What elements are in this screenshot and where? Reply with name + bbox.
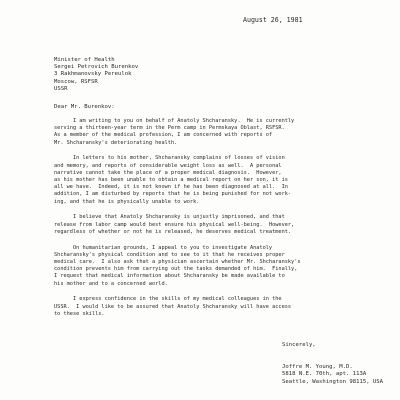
body-line: serving a thirteen-year term in the Perm camp in Permskaya Oblast, RSFSR. (54, 125, 285, 132)
recipient-line: Sergei Petrovich Burenkov (54, 64, 139, 71)
body-line: as his mother has been unable to obtain a medical report on her son, it is (54, 177, 288, 184)
salutation: Dear Mr. Burenkov: (54, 104, 115, 110)
body-line: and memory, and reports of considerable weight loss as well. A personal (54, 162, 282, 169)
signature-line: Joffre M. Young, M.D. (282, 364, 353, 370)
body-line: his mother and to a concerned world. (54, 280, 168, 287)
body-line: regardless of whether or not he is released, he deserves medical treatment. (54, 228, 292, 235)
body-line: I am writing to you on behalf of Anatoly Shcharansky. He is currently (54, 118, 295, 124)
body-line: I express confidence in the skills of my medical colleagues in the (54, 296, 282, 303)
body-paragraph (54, 118, 400, 147)
body-line: Mr. Shcharansky's deteriorating health. (54, 139, 178, 146)
body-line: condition prevents him from carrying out the tasks demanded of him. Finally, (54, 266, 298, 273)
letter-body (54, 118, 400, 327)
body-line: On humanitarian grounds, I appeal to you to investigate Anatoly (54, 244, 273, 251)
body-line: to these skills. (54, 310, 105, 317)
body-line: In letters to his mother, Shcharansky complains of losses of vision (54, 155, 285, 162)
recipient-line: Minister of Health (54, 57, 115, 63)
body-line: release from labor camp would best ensure his physical well-being. However, (54, 221, 295, 228)
body-line: USSR. I would like to be assured that Anatoly Shcharansky will have access (54, 303, 292, 310)
body-paragraph (54, 214, 400, 236)
body-line: ing, and that he is physically unable to work. (54, 198, 200, 205)
recipient-address (54, 57, 138, 93)
signature-block (282, 364, 383, 386)
body-line: As a member of the medical profession, I am concerned with reports of (54, 132, 273, 139)
closing: Sincerely, (282, 342, 316, 348)
body-paragraph (54, 296, 400, 318)
body-paragraph (54, 245, 400, 288)
body-line: all we have. Indeed, it is not known if he has been diagnosed at all. In (54, 184, 288, 191)
body-line: medical care. I also ask that a physician ascertain whether Mr. Shcharansky's (54, 259, 301, 266)
signature-line: Seattle, Washington 98115, USA (282, 378, 384, 385)
signature-line: 5818 N.E. 70th, apt. 113A (282, 371, 367, 378)
recipient-line: Moscow, RSFSR (54, 78, 98, 85)
recipient-line: USSR (54, 85, 68, 92)
body-line: addition, I am disturbed by reports that he is being punished for not work- (54, 191, 292, 198)
body-line: I believe that Anatoly Shcharansky is unjustly imprisoned, and that (54, 214, 285, 221)
body-line: I request that medical information about Shcharansky be made available to (54, 273, 285, 280)
body-line: Shcharansky's physical condition and to see to it that he receives proper (54, 251, 285, 258)
recipient-line: 3 Rakhmanovsky Pereulok (54, 71, 132, 78)
body-line: narrative cannot take the place of a proper medical diagnosis. However, (54, 169, 282, 176)
letter-date: August 26, 1981 (243, 16, 303, 24)
body-paragraph (54, 155, 400, 205)
